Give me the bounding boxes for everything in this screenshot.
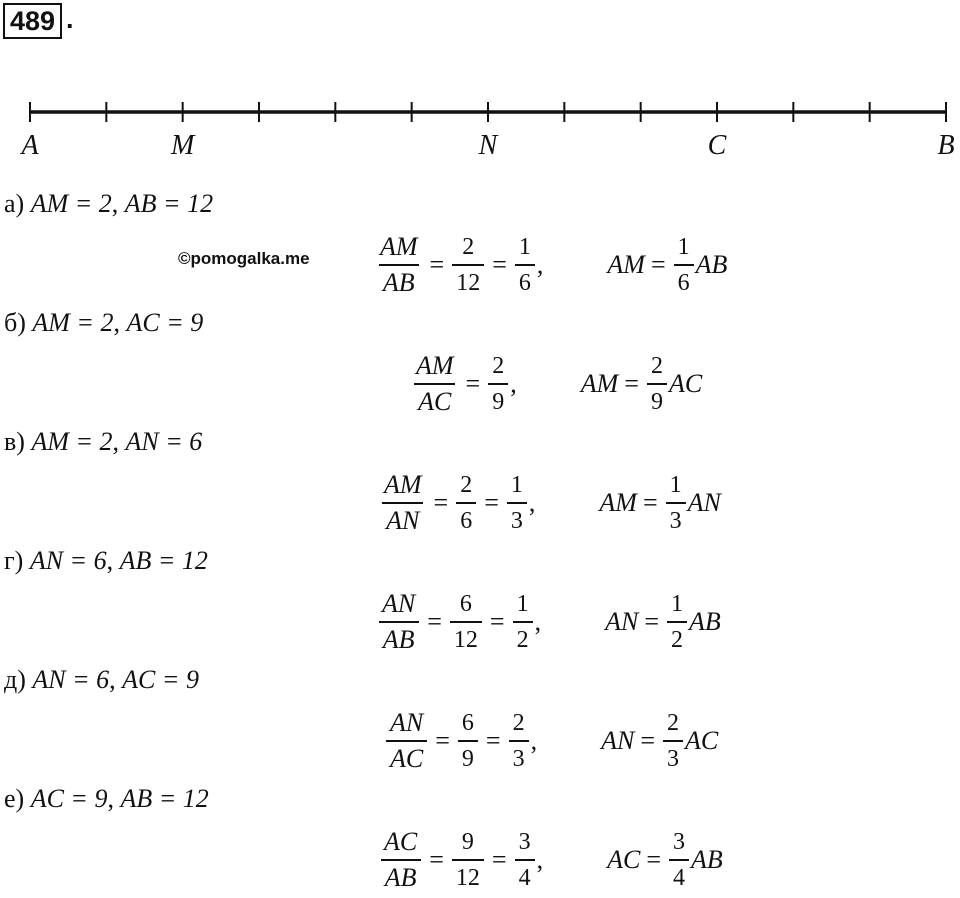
simplified-fraction <box>507 468 527 538</box>
given-value: AB = 12 <box>124 189 214 218</box>
equals-sign: = <box>433 488 449 517</box>
result-lhs: AN <box>605 607 639 636</box>
case-formula <box>410 346 702 422</box>
coefficient-fraction <box>667 587 687 657</box>
comma: , <box>113 308 127 337</box>
case-given <box>4 425 202 459</box>
coefficient-fraction <box>666 468 686 538</box>
comma: , <box>112 427 126 456</box>
point-label: A <box>21 130 39 161</box>
given-value: AB = 12 <box>119 546 208 575</box>
case-given <box>4 782 209 816</box>
given-value: AC = 9 <box>126 308 204 337</box>
fraction-numerator: 2 <box>460 472 473 498</box>
fraction-denominator: 4 <box>515 859 535 895</box>
equals-sign: = <box>642 488 658 517</box>
given-value: AM = 2 <box>32 308 114 337</box>
fraction-denominator: AB <box>379 264 419 300</box>
fraction-numerator: 2 <box>512 710 525 736</box>
fraction-denominator: AC <box>386 740 427 776</box>
simplified-fraction <box>515 825 535 895</box>
case-formula <box>374 227 727 303</box>
comma: , <box>107 784 121 813</box>
equals-sign: = <box>429 845 444 874</box>
fraction-numerator: 6 <box>461 710 474 736</box>
equals-sign: = <box>646 845 661 874</box>
simplified-fraction <box>513 587 533 657</box>
given-value: AC = 9 <box>122 665 199 694</box>
case-given <box>4 306 203 340</box>
fraction-numerator: AM <box>416 351 454 380</box>
fraction-numerator: 1 <box>670 591 683 617</box>
case-given <box>4 663 199 697</box>
fraction-denominator: 3 <box>507 502 527 538</box>
fraction-numerator: 3 <box>518 829 531 855</box>
simplified-fraction <box>515 230 535 300</box>
equals-sign: = <box>491 845 507 874</box>
given-value: AN = 6 <box>125 427 203 456</box>
fraction-denominator: 3 <box>509 740 529 776</box>
watermark: ©pomogalka.me <box>178 249 310 268</box>
fraction-denominator: 6 <box>515 264 535 300</box>
fraction-denominator: 2 <box>513 621 533 657</box>
fraction-numerator: 2 <box>650 353 663 379</box>
equals-sign: = <box>429 250 445 279</box>
fraction-numerator: 6 <box>459 591 472 617</box>
case-given <box>4 544 208 578</box>
problem-number: 489 <box>3 3 62 39</box>
coefficient-fraction <box>647 349 667 419</box>
result-lhs: AM <box>607 250 645 279</box>
fraction-denominator: 12 <box>452 264 484 300</box>
ratio-fraction <box>376 230 422 300</box>
given-value: AN = 6 <box>29 546 107 575</box>
equals-sign: = <box>650 250 666 279</box>
fraction-denominator: AC <box>414 383 455 419</box>
equals-sign: = <box>492 250 507 279</box>
case-formula <box>376 584 721 660</box>
case-letter: а) <box>4 189 25 218</box>
equals-sign: = <box>435 726 450 755</box>
equals-sign: = <box>485 726 501 755</box>
result-lhs: AM <box>599 488 637 517</box>
result-lhs: AN <box>601 726 635 755</box>
coefficient-fraction <box>669 825 689 895</box>
coefficient-fraction <box>663 706 683 776</box>
value-fraction <box>452 230 484 300</box>
fraction-numerator: 1 <box>518 234 531 260</box>
result-rhs: AC <box>684 726 719 755</box>
ratio-fraction <box>386 706 427 776</box>
result-lhs: AM <box>580 369 619 398</box>
given-value: AB = 12 <box>120 784 209 813</box>
fraction-denominator: AN <box>382 502 423 538</box>
value-fraction <box>450 587 482 657</box>
comma: , <box>534 607 542 636</box>
fraction-numerator: AM <box>380 232 418 261</box>
equals-sign: = <box>644 607 659 636</box>
comma: , <box>111 189 125 218</box>
case-formula <box>378 822 723 898</box>
case-formula <box>378 465 721 541</box>
case-formula <box>384 703 718 779</box>
comma: , <box>106 546 120 575</box>
ratio-fraction <box>380 825 421 895</box>
comma: , <box>109 665 123 694</box>
result-rhs: AC <box>668 369 703 398</box>
fraction-denominator: 12 <box>452 859 484 895</box>
segment-diagram <box>0 90 960 170</box>
ratio-fraction <box>380 468 426 538</box>
fraction-numerator: 3 <box>672 829 685 855</box>
case-letter: е) <box>4 784 25 813</box>
coefficient-fraction <box>674 230 694 300</box>
fraction-numerator: 1 <box>669 472 682 498</box>
given-value: AN = 6 <box>32 665 110 694</box>
value-fraction <box>452 825 484 895</box>
value-fraction <box>458 706 478 776</box>
fraction-numerator: AC <box>384 827 418 856</box>
fraction-denominator: 6 <box>456 502 476 538</box>
equals-sign: = <box>484 488 499 517</box>
comma: , <box>510 369 517 398</box>
comma: , <box>536 250 544 279</box>
value-fraction <box>488 349 508 419</box>
case-letter: в) <box>4 427 25 456</box>
fraction-denominator: 2 <box>667 621 687 657</box>
result-rhs: AB <box>690 845 723 874</box>
fraction-denominator: AB <box>381 859 421 895</box>
result-lhs: AC <box>607 845 641 874</box>
comma: , <box>530 726 538 755</box>
fraction-denominator: AB <box>379 621 419 657</box>
case-letter: б) <box>4 308 26 337</box>
simplified-fraction <box>509 706 529 776</box>
point-label: N <box>478 130 498 161</box>
comma: , <box>528 488 536 517</box>
fraction-numerator: AN <box>382 589 416 618</box>
result-rhs: AN <box>687 488 721 517</box>
fraction-numerator: 2 <box>492 353 505 379</box>
ratio-fraction <box>412 349 458 419</box>
fraction-numerator: 1 <box>516 591 529 617</box>
equals-sign: = <box>427 607 442 636</box>
given-value: AM = 2 <box>30 189 112 218</box>
fraction-denominator: 9 <box>488 383 508 419</box>
fraction-numerator: 9 <box>461 829 474 855</box>
fraction-numerator: 2 <box>462 234 475 260</box>
equals-sign: = <box>489 607 505 636</box>
given-value: AC = 9 <box>30 784 108 813</box>
fraction-numerator: AM <box>384 470 422 499</box>
fraction-numerator: 2 <box>666 710 679 736</box>
point-label: C <box>707 130 727 161</box>
fraction-denominator: 3 <box>663 740 683 776</box>
fraction-denominator: 6 <box>674 264 694 300</box>
problem-number-dot: . <box>66 4 74 34</box>
comma: , <box>536 845 544 874</box>
case-given <box>4 187 213 221</box>
ratio-fraction <box>378 587 419 657</box>
fraction-denominator: 9 <box>647 383 667 419</box>
fraction-denominator: 4 <box>669 859 689 895</box>
equals-sign: = <box>465 369 481 398</box>
fraction-denominator: 9 <box>458 740 478 776</box>
result-rhs: AB <box>688 607 721 636</box>
case-letter: д) <box>4 665 26 694</box>
case-letter: г) <box>4 546 24 575</box>
equals-sign: = <box>640 726 655 755</box>
fraction-numerator: 1 <box>510 472 523 498</box>
value-fraction <box>456 468 476 538</box>
point-label: B <box>937 130 955 161</box>
fraction-numerator: AN <box>390 708 424 737</box>
point-label: M <box>171 130 195 161</box>
fraction-denominator: 3 <box>666 502 686 538</box>
fraction-numerator: 1 <box>677 234 690 260</box>
equals-sign: = <box>624 369 639 398</box>
result-rhs: AB <box>695 250 728 279</box>
fraction-denominator: 12 <box>450 621 482 657</box>
given-value: AM = 2 <box>31 427 113 456</box>
